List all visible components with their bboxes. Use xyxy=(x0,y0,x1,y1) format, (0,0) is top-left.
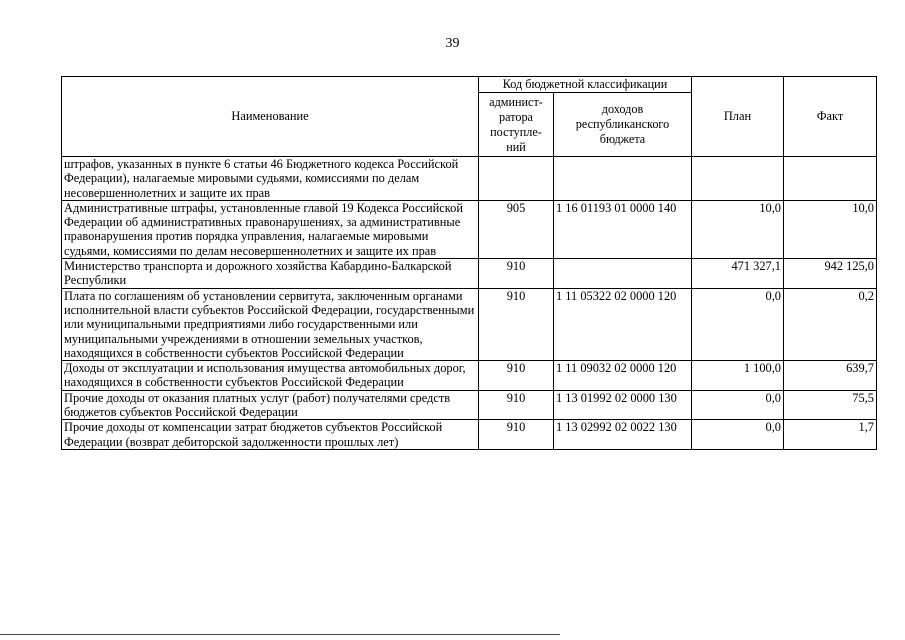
header-name: Наименование xyxy=(62,77,479,157)
cell-name: Административные штрафы, установленные главой 19 Кодекса Российской Федерации об административных правонарушениях, за административные правонарушения против порядка управления, налагаемые мировыми судьями, комиссиями по делам несовершеннолетних и защите их прав xyxy=(62,200,479,258)
cell-administrator-code: 910 xyxy=(479,288,554,360)
cell-fact xyxy=(784,157,877,201)
cell-revenue-code xyxy=(554,259,692,289)
cell-plan: 0,0 xyxy=(692,420,784,450)
cell-revenue-code: 1 16 01193 01 0000 140 xyxy=(554,200,692,258)
cell-plan xyxy=(692,157,784,201)
cell-administrator-code xyxy=(479,157,554,201)
table-row xyxy=(62,259,877,289)
cell-name: Прочие доходы от компенсации затрат бюджетов субъектов Российской Федерации (возврат дебиторской задолженности прошлых лет) xyxy=(62,420,479,450)
cell-revenue-code: 1 13 02992 02 0022 130 xyxy=(554,420,692,450)
cell-plan: 1 100,0 xyxy=(692,361,784,391)
table-row xyxy=(62,390,877,420)
cell-fact: 639,7 xyxy=(784,361,877,391)
budget-revenue-table xyxy=(61,76,877,450)
cell-revenue-code: 1 11 09032 02 0000 120 xyxy=(554,361,692,391)
cell-administrator-code: 910 xyxy=(479,390,554,420)
cell-name: Доходы от эксплуатации и использования имущества автомобильных дорог, находящихся в собственности субъектов Российской Федерации xyxy=(62,361,479,391)
table-row xyxy=(62,361,877,391)
table-row xyxy=(62,288,877,360)
cell-fact: 75,5 xyxy=(784,390,877,420)
cell-plan: 0,0 xyxy=(692,288,784,360)
table-row xyxy=(62,200,877,258)
cell-plan: 10,0 xyxy=(692,200,784,258)
cell-name: Министерство транспорта и дорожного хозяйства Кабардино-Балкарской Республики xyxy=(62,259,479,289)
cell-administrator-code: 910 xyxy=(479,420,554,450)
table-row xyxy=(62,157,877,201)
cell-name: штрафов, указанных в пункте 6 статьи 46 Бюджетного кодекса Российской Федерации), налагаемые мировыми судьями, комиссиями по делам несовершеннолетних и защите их прав xyxy=(62,157,479,201)
table-body xyxy=(62,157,877,450)
cell-administrator-code: 910 xyxy=(479,259,554,289)
page-bottom-rule xyxy=(0,634,560,635)
table-header xyxy=(62,77,877,157)
header-plan: План xyxy=(692,77,784,157)
header-administrator: админист-ратора поступле-ний xyxy=(479,93,554,157)
page-number: 39 xyxy=(445,36,460,51)
cell-plan: 0,0 xyxy=(692,390,784,420)
cell-revenue-code: 1 13 01992 02 0000 130 xyxy=(554,390,692,420)
header-revenues: доходов республиканского бюджета xyxy=(554,93,692,157)
cell-administrator-code: 905 xyxy=(479,200,554,258)
cell-fact: 10,0 xyxy=(784,200,877,258)
header-fact: Факт xyxy=(784,77,877,157)
cell-revenue-code: 1 11 05322 02 0000 120 xyxy=(554,288,692,360)
cell-fact: 0,2 xyxy=(784,288,877,360)
cell-name: Плата по соглашениям об установлении сервитута, заключенным органами исполнительной власти субъектов Российской Федерации, государственными или муниципальными предприятиями либо государственными или муниципальными учреждениями в отношении земельных участков, находящихся в собственности субъектов Российской Федерации xyxy=(62,288,479,360)
cell-plan: 471 327,1 xyxy=(692,259,784,289)
cell-administrator-code: 910 xyxy=(479,361,554,391)
table-row xyxy=(62,420,877,450)
cell-fact: 942 125,0 xyxy=(784,259,877,289)
cell-name: Прочие доходы от оказания платных услуг (работ) получателями средств бюджетов субъектов Российской Федерации xyxy=(62,390,479,420)
cell-fact: 1,7 xyxy=(784,420,877,450)
cell-revenue-code xyxy=(554,157,692,201)
header-classification-code: Код бюджетной классификации xyxy=(479,77,692,93)
